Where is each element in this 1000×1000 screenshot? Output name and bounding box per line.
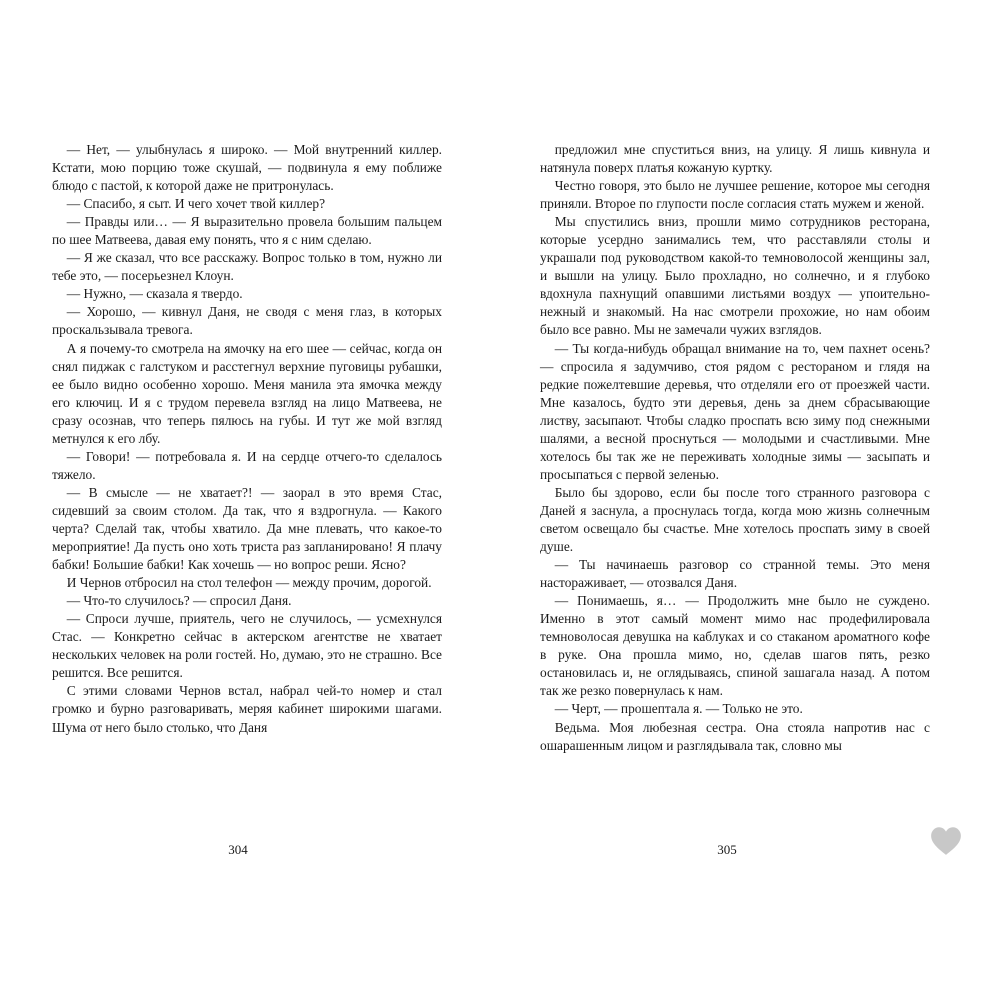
left-paragraph-9: — В смысле — не хватает?! — заорал в это время Стас, сидевший за своим столом. Да так, что я вздрогнула. — Какого черта? Сделай так, чтобы хватило. Да мне плевать, что какое-то мероприятие! Да пусть оно хоть триста раз запланировано! Я плачу бабки! Большие бабки! Как хочешь — но вопрос реши. Ясно? [52, 484, 442, 573]
left-paragraph-1: — Нет, — улыбнулась я широко. — Мой внутренний киллер. Кстати, мою порцию тоже скушай, — подвинула я ему поближе блюдо с пастой, к которой даже не притронулась. [52, 142, 442, 194]
left-paragraph-12: — Спроси лучше, приятель, чего не случилось, — усмехнулся Стас. — Конкретно сейчас в актерском агентстве не хватает нескольких человек на роли гостей. Но, думаю, это не страшно. Все решится. Все решится. [52, 611, 442, 681]
right-paragraph-7: — Понимаешь, я… — Продолжить мне было не суждено. Именно в этот самый момент мимо нас продефилировала темноволосая девушка на каблуках и со стаканом ароматного кофе в руке. Она прошла мимо, но, сделав шагов пять, резко остановилась и, не оглядываясь, спиной зашагала назад. А потом так же резко повернулась к нам. [540, 593, 930, 699]
left-paragraph-8: — Говори! — потребовала я. И на сердце отчего-то сделалось тяжело. [52, 448, 442, 482]
left-paragraph-4: — Я же сказал, что все расскажу. Вопрос только в том, нужно ли тебе это, — посерьезнел Клоун. [52, 250, 442, 284]
left-paragraph-5: — Нужно, — сказала я твердо. [66, 286, 243, 302]
heart-icon [929, 824, 963, 858]
left-paragraph-2: — Спасибо, я сыт. И чего хочет твой киллер? [66, 196, 326, 212]
right-paragraph-6: — Ты начинаешь разговор со странной темы. Это меня настораживает, — отозвался Даня. [540, 557, 930, 591]
left-paragraph-11: — Что-то случилось? — спросил Даня. [66, 593, 292, 609]
right-page [540, 141, 930, 755]
right-paragraph-9: Ведьма. Моя любезная сестра. Она стояла напротив нас с ошарашенным лицом и разглядывала так, словно мы [540, 719, 930, 753]
left-page-number: 304 [228, 842, 248, 857]
left-paragraph-7: А я почему-то смотрела на ямочку на его шее — сейчас, когда он снял пиджак с галстуком и расстегнул верхние пуговицы рубашки, ее было видно особенно хорошо. Меня манила эта ямочка между его ключиц. И я с трудом перевела взгляд на лицо Матвеева, не сразу осознав, что теперь пялюсь на губы. И тут же мой взгляд метнулся к его лбу. [52, 340, 442, 446]
right-paragraph-3: Мы спустились вниз, прошли мимо сотрудников ресторана, которые усердно занимались тем, что расставляли столы и украшали под руководством какой-то темноволосой женщины зал, и вышли на улицу. Было прохладно, но солнечно, и я глубоко вдохнула пахнущий опавшими листьями воздух — упоительно-нежный и знакомый. На нас смотрели прохожие, но нам обоим было все равно. Мы не замечали чужих взглядов. [540, 214, 930, 338]
right-paragraph-5: Было бы здорово, если бы после того странного разговора с Даней я заснула, а проснулась тогда, когда мою жизнь солнечным светом освещало бы счастье. Мне хотелось проспать зиму в своей душе. [540, 484, 930, 555]
left-page [52, 141, 442, 737]
left-paragraph-13: С этими словами Чернов встал, набрал чей-то номер и стал громко и бурно разговаривать, меряя кабинет широкими шагами. Шума от него было столько, что Даня [52, 683, 442, 735]
right-paragraph-1: предложил мне спуститься вниз, на улицу. Я лишь кивнула и натянула поверх платья кожаную куртку. [540, 142, 930, 176]
right-paragraph-4: — Ты когда-нибудь обращал внимание на то, чем пахнет осень? — спросила я задумчиво, стоя рядом с рестораном и глядя на редкие пожелтевшие деревья, что отделяли его от проезжей части. Мне казалось, будто эти деревья, день за днем сбрасывающие листву, засыпают. Чтобы сладко проспать всю зиму под снежными шалями, а весной проснуться — молодыми и счастливыми. Мне хотелось бы так же не переживать холодные зимы — засыпать и просыпаться с первой зеленью. [540, 340, 930, 482]
right-paragraph-2: Честно говоря, это было не лучшее решение, которое мы сегодня приняли. Второе по глупости после согласия стать мужем и женой. [540, 178, 930, 212]
left-paragraph-3: — Правды или… — Я выразительно провела большим пальцем по шее Матвеева, давая ему понять, что я с ним сделаю. [52, 214, 442, 248]
left-paragraph-10: И Чернов отбросил на стол телефон — между прочим, дорогой. [66, 575, 432, 591]
right-paragraph-8: — Черт, — прошептала я. — Только не это. [554, 701, 803, 717]
left-paragraph-6: — Хорошо, — кивнул Даня, не сводя с меня глаз, в которых проскальзывала тревога. [52, 304, 442, 338]
right-page-number: 305 [717, 842, 737, 857]
